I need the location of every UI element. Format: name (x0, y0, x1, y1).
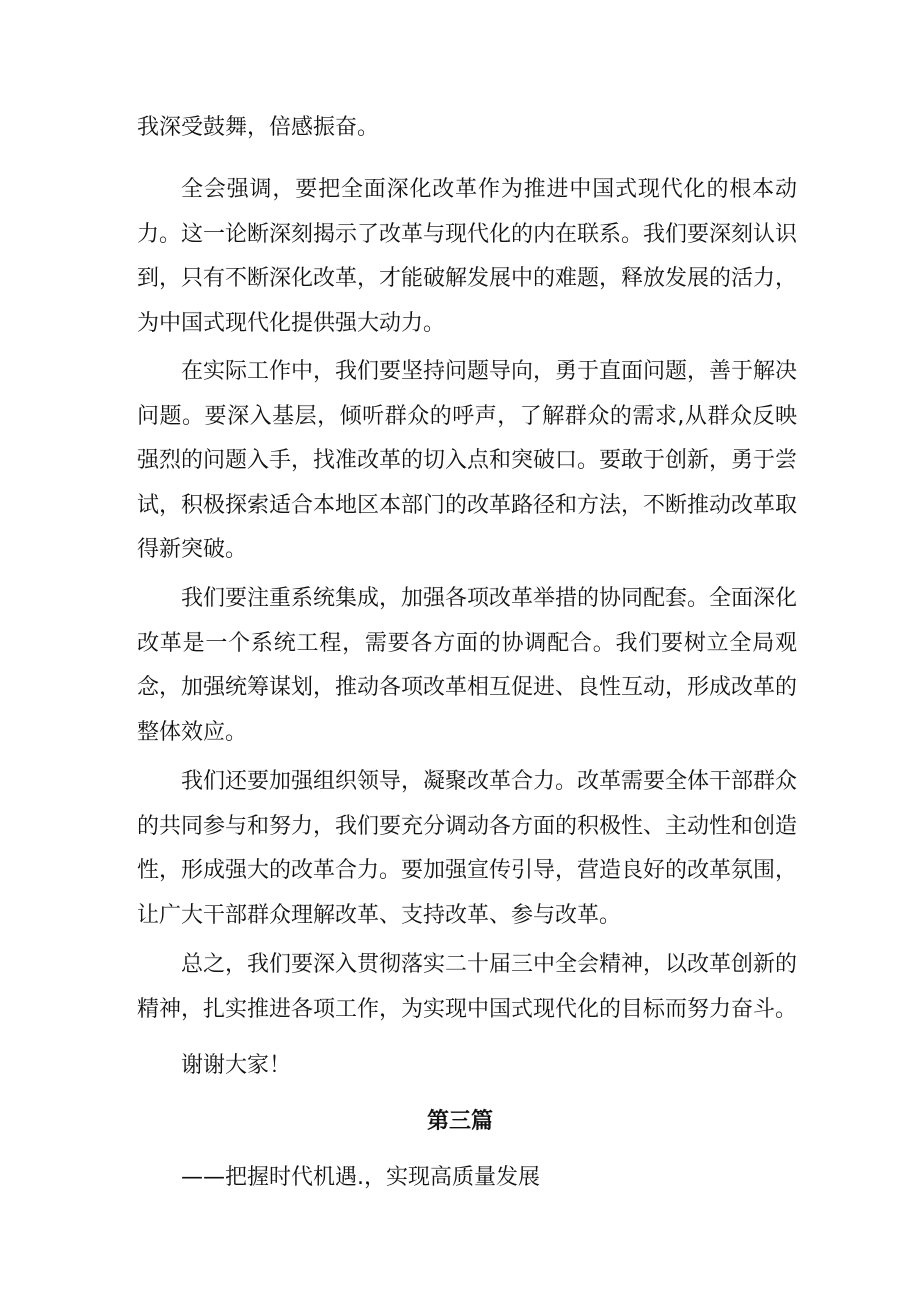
paragraph-4: 我们要注重系统集成，加强各项改革举措的协同配套。全面深化改革是一个系统工程，需要各方面的协调配合。我们要树立全局观念，加强统筹谋划，推动各项改革相互促进、良性互动，形成改革的整体效应。 (137, 586, 798, 745)
paragraph-3: 在实际工作中，我们要坚持问题导向，勇于直面问题，善于解决问题。要深入基层，倾听群众的呼声，了解群众的需求,从群众反映强烈的问题入手，找准改革的切入点和突破口。要敢于创新，勇于尝试，积极探索适合本地区本部门的改革路径和方法，不断推动改革取得新突破。 (137, 359, 798, 562)
paragraph-6: 总之，我们要深入贯彻落实二十届三中全会精神，以改革创新的精神，扎实推进各项工作，为实现中国式现代化的目标而努力奋斗。 (137, 952, 798, 1022)
paragraph-2: 全会强调，要把全面深化改革作为推进中国式现代化的根本动力。这一论断深刻揭示了改革与现代化的内在联系。我们要深刻认识到，只有不断深化改革，才能破解发展中的难题，释放发展的活力，为中国式现代化提供强大动力。 (137, 177, 798, 336)
section-subtitle: ——把握时代机遇.，实现高质量发展 (181, 1165, 540, 1190)
paragraph-5: 我们还要加强组织领导，凝聚改革合力。改革需要全体干部群众的共同参与和努力，我们要充分调动各方面的积极性、主动性和创造性，形成强大的改革合力。要加强宣传引导，营造良好的改革氛围，让广大干部群众理解改革、支持改革、参与改革。 (137, 769, 798, 928)
paragraph-7: 谢谢大家！ (181, 1053, 292, 1078)
section-heading: 第三篇 (426, 1109, 493, 1134)
paragraph-1: 我深受鼓舞，倍感振奋。 (137, 115, 380, 140)
